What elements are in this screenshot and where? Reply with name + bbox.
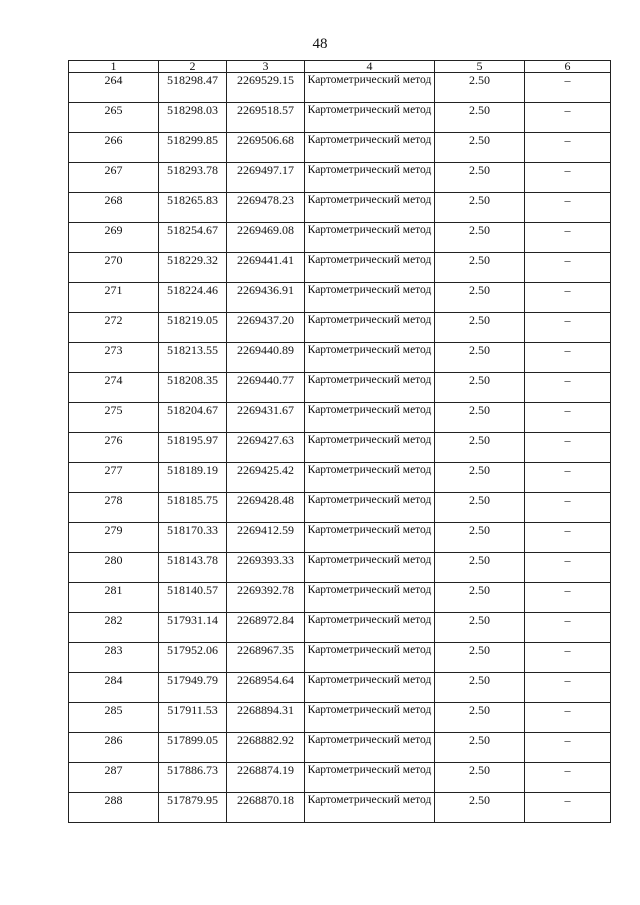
- table-row: [69, 403, 611, 433]
- point-number-cell: 285: [69, 703, 159, 733]
- note-cell: –: [525, 493, 611, 523]
- y-coordinate-cell: 2269427.63: [227, 433, 305, 463]
- x-coordinate-cell: 517949.79: [159, 673, 227, 703]
- x-coordinate-cell: 518265.83: [159, 193, 227, 223]
- method-cell: Картометрический метод: [305, 523, 435, 553]
- method-cell: Картометрический метод: [305, 283, 435, 313]
- x-coordinate-cell: 518229.32: [159, 253, 227, 283]
- x-coordinate-cell: 517911.53: [159, 703, 227, 733]
- table-row: [69, 163, 611, 193]
- x-coordinate-cell: 517886.73: [159, 763, 227, 793]
- accuracy-cell: 2.50: [435, 403, 525, 433]
- point-number-cell: 281: [69, 583, 159, 613]
- method-cell: Картометрический метод: [305, 613, 435, 643]
- note-cell: –: [525, 133, 611, 163]
- accuracy-cell: 2.50: [435, 793, 525, 823]
- x-coordinate-cell: 518170.33: [159, 523, 227, 553]
- note-cell: –: [525, 703, 611, 733]
- column-header-4: 4: [305, 61, 435, 73]
- x-coordinate-cell: 518143.78: [159, 553, 227, 583]
- column-header-6: 6: [525, 61, 611, 73]
- accuracy-cell: 2.50: [435, 703, 525, 733]
- point-number-cell: 275: [69, 403, 159, 433]
- table-row: [69, 343, 611, 373]
- method-cell: Картометрический метод: [305, 223, 435, 253]
- table-row: [69, 703, 611, 733]
- method-cell: Картометрический метод: [305, 103, 435, 133]
- method-cell: Картометрический метод: [305, 373, 435, 403]
- accuracy-cell: 2.50: [435, 523, 525, 553]
- table-row: [69, 433, 611, 463]
- note-cell: –: [525, 643, 611, 673]
- x-coordinate-cell: 518208.35: [159, 373, 227, 403]
- accuracy-cell: 2.50: [435, 193, 525, 223]
- method-cell: Картометрический метод: [305, 433, 435, 463]
- accuracy-cell: 2.50: [435, 493, 525, 523]
- column-header-2: 2: [159, 61, 227, 73]
- accuracy-cell: 2.50: [435, 433, 525, 463]
- method-cell: Картометрический метод: [305, 343, 435, 373]
- table-row: [69, 733, 611, 763]
- point-number-cell: 267: [69, 163, 159, 193]
- method-cell: Картометрический метод: [305, 493, 435, 523]
- accuracy-cell: 2.50: [435, 583, 525, 613]
- accuracy-cell: 2.50: [435, 463, 525, 493]
- point-number-cell: 268: [69, 193, 159, 223]
- accuracy-cell: 2.50: [435, 643, 525, 673]
- note-cell: –: [525, 193, 611, 223]
- x-coordinate-cell: 518298.03: [159, 103, 227, 133]
- table-row: [69, 673, 611, 703]
- x-coordinate-cell: 517879.95: [159, 793, 227, 823]
- table-row: [69, 613, 611, 643]
- x-coordinate-cell: 518204.67: [159, 403, 227, 433]
- point-number-cell: 273: [69, 343, 159, 373]
- accuracy-cell: 2.50: [435, 223, 525, 253]
- y-coordinate-cell: 2268972.84: [227, 613, 305, 643]
- table-row: [69, 223, 611, 253]
- point-number-cell: 283: [69, 643, 159, 673]
- y-coordinate-cell: 2269392.78: [227, 583, 305, 613]
- note-cell: –: [525, 103, 611, 133]
- note-cell: –: [525, 343, 611, 373]
- y-coordinate-cell: 2269440.89: [227, 343, 305, 373]
- point-number-cell: 269: [69, 223, 159, 253]
- point-number-cell: 272: [69, 313, 159, 343]
- page-number: 48: [312, 36, 328, 52]
- note-cell: –: [525, 673, 611, 703]
- column-header-1: 1: [69, 61, 159, 73]
- accuracy-cell: 2.50: [435, 763, 525, 793]
- method-cell: Картометрический метод: [305, 463, 435, 493]
- method-cell: Картометрический метод: [305, 553, 435, 583]
- method-cell: Картометрический метод: [305, 763, 435, 793]
- table-row: [69, 763, 611, 793]
- y-coordinate-cell: 2269441.41: [227, 253, 305, 283]
- accuracy-cell: 2.50: [435, 343, 525, 373]
- point-number-cell: 277: [69, 463, 159, 493]
- y-coordinate-cell: 2269425.42: [227, 463, 305, 493]
- method-cell: Картометрический метод: [305, 193, 435, 223]
- method-cell: Картометрический метод: [305, 673, 435, 703]
- y-coordinate-cell: 2269412.59: [227, 523, 305, 553]
- y-coordinate-cell: 2268894.31: [227, 703, 305, 733]
- table-row: [69, 523, 611, 553]
- x-coordinate-cell: 518195.97: [159, 433, 227, 463]
- method-cell: Картометрический метод: [305, 403, 435, 433]
- y-coordinate-cell: 2269478.23: [227, 193, 305, 223]
- table-row: [69, 643, 611, 673]
- x-coordinate-cell: 518299.85: [159, 133, 227, 163]
- y-coordinate-cell: 2268967.35: [227, 643, 305, 673]
- method-cell: Картометрический метод: [305, 73, 435, 103]
- table-row: [69, 103, 611, 133]
- x-coordinate-cell: 518254.67: [159, 223, 227, 253]
- point-number-cell: 279: [69, 523, 159, 553]
- point-number-cell: 271: [69, 283, 159, 313]
- point-number-cell: 266: [69, 133, 159, 163]
- table-row: [69, 793, 611, 823]
- y-coordinate-cell: 2268954.64: [227, 673, 305, 703]
- x-coordinate-cell: 518219.05: [159, 313, 227, 343]
- note-cell: –: [525, 253, 611, 283]
- note-cell: –: [525, 733, 611, 763]
- table-row: [69, 313, 611, 343]
- point-number-cell: 270: [69, 253, 159, 283]
- point-number-cell: 284: [69, 673, 159, 703]
- accuracy-cell: 2.50: [435, 133, 525, 163]
- accuracy-cell: 2.50: [435, 673, 525, 703]
- y-coordinate-cell: 2269497.17: [227, 163, 305, 193]
- accuracy-cell: 2.50: [435, 253, 525, 283]
- method-cell: Картометрический метод: [305, 703, 435, 733]
- y-coordinate-cell: 2269437.20: [227, 313, 305, 343]
- note-cell: –: [525, 313, 611, 343]
- accuracy-cell: 2.50: [435, 103, 525, 133]
- table-row: [69, 373, 611, 403]
- accuracy-cell: 2.50: [435, 553, 525, 583]
- table-row: [69, 583, 611, 613]
- point-number-cell: 287: [69, 763, 159, 793]
- point-number-cell: 280: [69, 553, 159, 583]
- method-cell: Картометрический метод: [305, 133, 435, 163]
- y-coordinate-cell: 2269529.15: [227, 73, 305, 103]
- table-header-row: [69, 61, 611, 73]
- note-cell: –: [525, 583, 611, 613]
- method-cell: Картометрический метод: [305, 163, 435, 193]
- method-cell: Картометрический метод: [305, 313, 435, 343]
- accuracy-cell: 2.50: [435, 163, 525, 193]
- y-coordinate-cell: 2268874.19: [227, 763, 305, 793]
- y-coordinate-cell: 2269518.57: [227, 103, 305, 133]
- x-coordinate-cell: 517952.06: [159, 643, 227, 673]
- note-cell: –: [525, 433, 611, 463]
- y-coordinate-cell: 2269393.33: [227, 553, 305, 583]
- method-cell: Картометрический метод: [305, 583, 435, 613]
- point-number-cell: 274: [69, 373, 159, 403]
- note-cell: –: [525, 223, 611, 253]
- table-body: [69, 73, 611, 823]
- accuracy-cell: 2.50: [435, 283, 525, 313]
- table-row: [69, 133, 611, 163]
- x-coordinate-cell: 518140.57: [159, 583, 227, 613]
- x-coordinate-cell: 518213.55: [159, 343, 227, 373]
- coordinates-table: [68, 60, 611, 823]
- x-coordinate-cell: 517899.05: [159, 733, 227, 763]
- y-coordinate-cell: 2268882.92: [227, 733, 305, 763]
- y-coordinate-cell: 2268870.18: [227, 793, 305, 823]
- point-number-cell: 264: [69, 73, 159, 103]
- note-cell: –: [525, 613, 611, 643]
- note-cell: –: [525, 163, 611, 193]
- table-row: [69, 553, 611, 583]
- point-number-cell: 286: [69, 733, 159, 763]
- accuracy-cell: 2.50: [435, 733, 525, 763]
- note-cell: –: [525, 763, 611, 793]
- table-row: [69, 73, 611, 103]
- point-number-cell: 276: [69, 433, 159, 463]
- note-cell: –: [525, 283, 611, 313]
- note-cell: –: [525, 463, 611, 493]
- y-coordinate-cell: 2269431.67: [227, 403, 305, 433]
- y-coordinate-cell: 2269440.77: [227, 373, 305, 403]
- point-number-cell: 278: [69, 493, 159, 523]
- x-coordinate-cell: 518189.19: [159, 463, 227, 493]
- x-coordinate-cell: 517931.14: [159, 613, 227, 643]
- accuracy-cell: 2.50: [435, 313, 525, 343]
- method-cell: Картометрический метод: [305, 793, 435, 823]
- x-coordinate-cell: 518293.78: [159, 163, 227, 193]
- method-cell: Картометрический метод: [305, 733, 435, 763]
- note-cell: –: [525, 73, 611, 103]
- y-coordinate-cell: 2269428.48: [227, 493, 305, 523]
- table-row: [69, 493, 611, 523]
- note-cell: –: [525, 553, 611, 583]
- y-coordinate-cell: 2269506.68: [227, 133, 305, 163]
- point-number-cell: 288: [69, 793, 159, 823]
- accuracy-cell: 2.50: [435, 373, 525, 403]
- note-cell: –: [525, 403, 611, 433]
- x-coordinate-cell: 518185.75: [159, 493, 227, 523]
- table-row: [69, 463, 611, 493]
- column-header-5: 5: [435, 61, 525, 73]
- method-cell: Картометрический метод: [305, 643, 435, 673]
- accuracy-cell: 2.50: [435, 73, 525, 103]
- point-number-cell: 282: [69, 613, 159, 643]
- note-cell: –: [525, 373, 611, 403]
- accuracy-cell: 2.50: [435, 613, 525, 643]
- table-row: [69, 283, 611, 313]
- x-coordinate-cell: 518298.47: [159, 73, 227, 103]
- column-header-3: 3: [227, 61, 305, 73]
- y-coordinate-cell: 2269436.91: [227, 283, 305, 313]
- x-coordinate-cell: 518224.46: [159, 283, 227, 313]
- note-cell: –: [525, 793, 611, 823]
- method-cell: Картометрический метод: [305, 253, 435, 283]
- note-cell: –: [525, 523, 611, 553]
- point-number-cell: 265: [69, 103, 159, 133]
- table-row: [69, 193, 611, 223]
- table-row: [69, 253, 611, 283]
- y-coordinate-cell: 2269469.08: [227, 223, 305, 253]
